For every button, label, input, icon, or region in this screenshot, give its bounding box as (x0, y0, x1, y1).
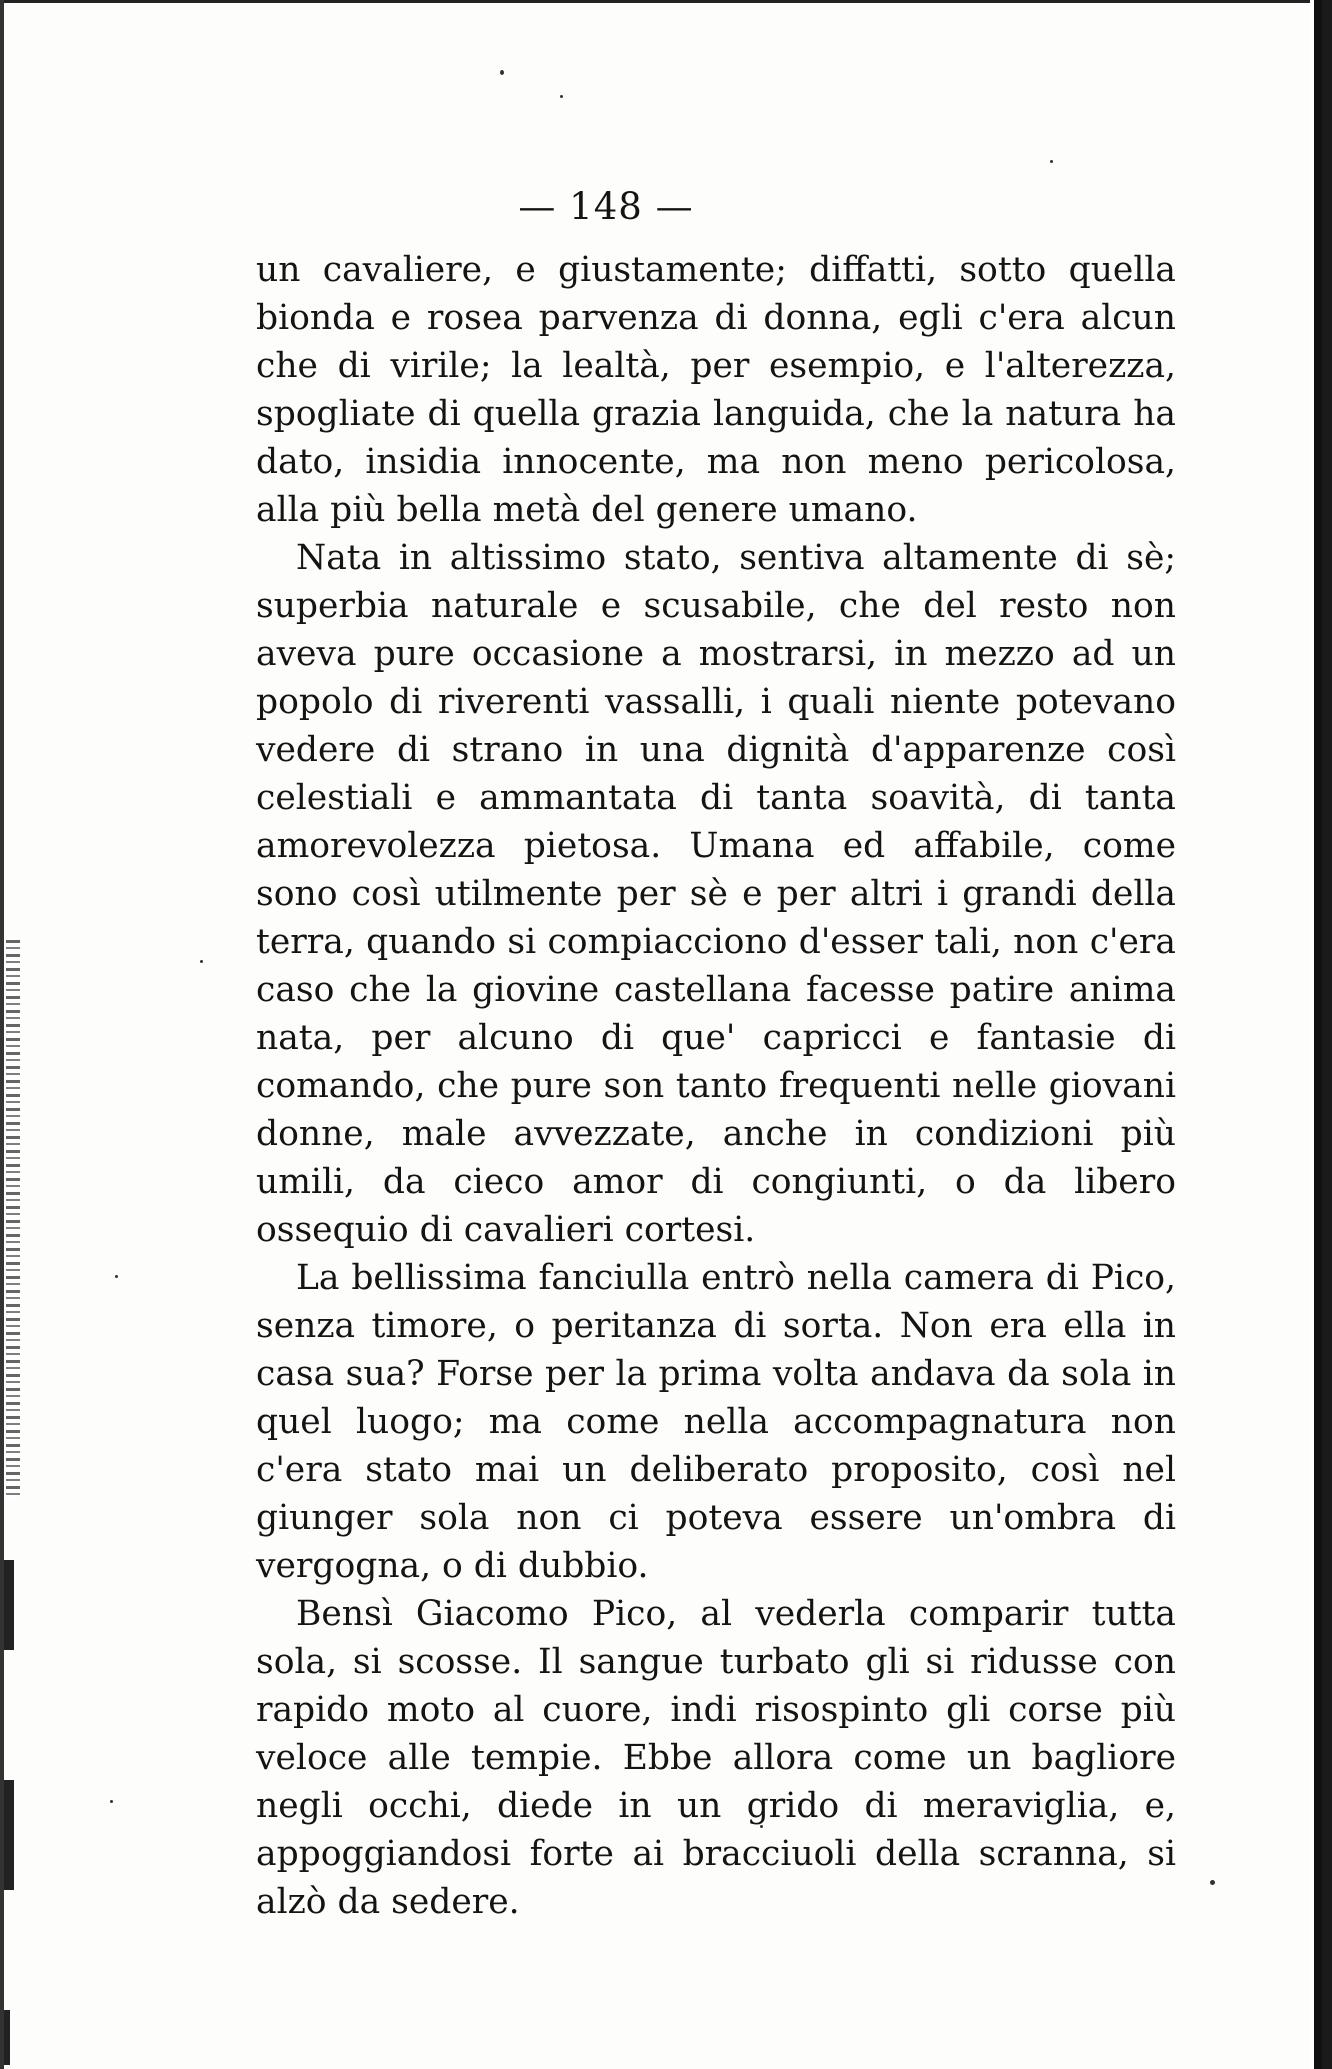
scan-edge-right (1310, 0, 1332, 2069)
binding-mark (4, 1560, 14, 1650)
binding-mark (4, 1780, 14, 1890)
scan-edge-left (0, 0, 4, 2069)
paragraph: Bensì Giacomo Pico, al vederla comparir tutta sola, si scosse. Il sangue turbato gli si ridusse con rapido moto al cuore, indi risospinto gli corse più veloce alle tempie. Ebbe allora come un bagliore negli occhi, diede in un grido di meraviglia, e, appoggiandosi forte ai bracciuoli della scranna, si alzò da sedere. (256, 1594, 1176, 1922)
speck (110, 1800, 113, 1803)
body-text (256, 246, 1176, 1926)
binding-mark (4, 2010, 10, 2065)
paragraph: un cavaliere, e giustamente; diffatti, sotto quella bionda e rosea parvenza di donna, egli c'era alcun che di virile; la lealtà, per esempio, e l'alterezza, spogliate di quella grazia languida, che la natura ha dato, insidia innocente, ma non meno pericolosa, alla più bella metà del genere umano. (256, 250, 1176, 530)
speck (200, 960, 203, 963)
scan-edge-top (0, 0, 1320, 3)
speck (1210, 1880, 1215, 1885)
speck (560, 95, 563, 98)
speck (1050, 160, 1053, 163)
binding-stripe (6, 940, 20, 1500)
speck (500, 70, 504, 75)
page-number: — 148 — (518, 185, 694, 228)
speck (115, 1275, 118, 1278)
paragraph: La bellissima fanciulla entrò nella camera di Pico, senza timore, o peritanza di sorta. Non era ella in casa sua? Forse per la prima volta andava da sola in quel luogo; ma come nella accompagnatura non c'era stato mai un deliberato proposito, così nel giunger sola non ci poteva essere un'ombra di vergogna, o di dubbio. (256, 1258, 1176, 1586)
paragraph: Nata in altissimo stato, sentiva altamente di sè; superbia naturale e scusabile, che del resto non aveva pure occasione a mostrarsi, in mezzo ad un popolo di riverenti vassalli, i quali niente potevano vedere di strano in una dignità d'apparenze così celestiali e ammantata di tanta soavità, di tanta amorevolezza pietosa. Umana ed affabile, come sono così utilmente per sè e per altri i grandi della terra, quando si compiacciono d'esser tali, non c'era caso che la giovine castellana facesse patire anima nata, per alcuno di que' capricci e fantasie di comando, che pure son tanto frequenti nelle giovani donne, male avvezzate, anche in condizioni più umili, da cieco amor di congiunti, o da libero ossequio di cavalieri cortesi. (256, 538, 1176, 1250)
